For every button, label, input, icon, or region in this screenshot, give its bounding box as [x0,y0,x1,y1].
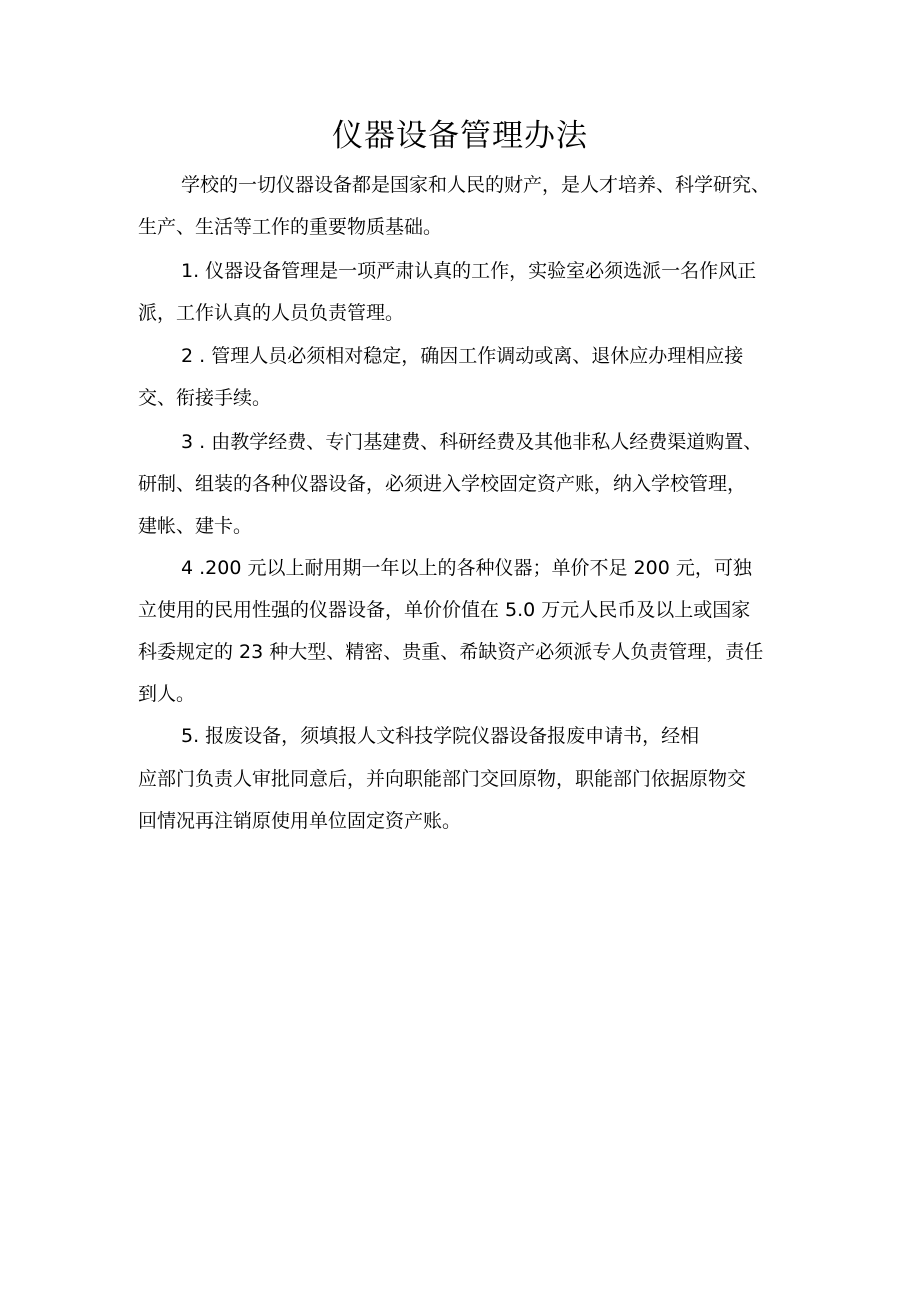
paragraph-item-2-line-1: 2 . 管理人员必须相对稳定，确因工作调动或离、退休应办理相应接 [181,345,744,367]
paragraph-item-3-line-2: 研制、组装的各种仪器设备，必须进入学校固定资产账，纳入学校管理， [138,473,747,495]
paragraph-item-3-line-1: 3 . 由教学经费、专门基建费、科研经费及其他非私人经费渠道购置、 [181,431,763,453]
paragraph-item-5-line-1: 5. 报废设备，须填报人文科技学院仪器设备报废申请书，经相 [181,725,700,747]
paragraph-item-5-line-3: 回情况再注销原使用单位固定资产账。 [138,810,462,832]
paragraph-item-1-line-2: 派，工作认真的人员负责管理。 [138,302,405,324]
paragraph-item-2-line-2: 交、衔接手续。 [138,387,272,409]
paragraph-item-5-line-2: 应部门负责人审批同意后，并向职能部门交回原物，职能部门依据原物交 [138,768,747,790]
paragraph-item-4-line-1: 4 .200 元以上耐用期一年以上的各种仪器；单价不足 200 元，可独 [181,557,752,579]
paragraph-item-3-line-3: 建帐、建卡。 [138,515,253,537]
paragraph-item-4-line-3: 科委规定的 23 种大型、精密、贵重、希缺资产必须派专人负责管理，责任 [138,641,764,663]
paragraph-intro-line-1: 学校的一切仪器设备都是国家和人民的财产，是人才培养、科学研究、 [181,174,771,196]
paragraph-item-4-line-4: 到人。 [138,683,196,705]
paragraph-intro-line-2: 生产、生活等工作的重要物质基础。 [138,216,443,238]
paragraph-item-4-line-2: 立使用的民用性强的仪器设备，单价价值在 5.0 万元人民币及以上或国家 [138,599,751,621]
paragraph-item-1-line-1: 1. 仪器设备管理是一项严肃认真的工作，实验室必须选派一名作风正 [181,260,757,282]
document-title: 仪器设备管理办法 [332,118,588,154]
